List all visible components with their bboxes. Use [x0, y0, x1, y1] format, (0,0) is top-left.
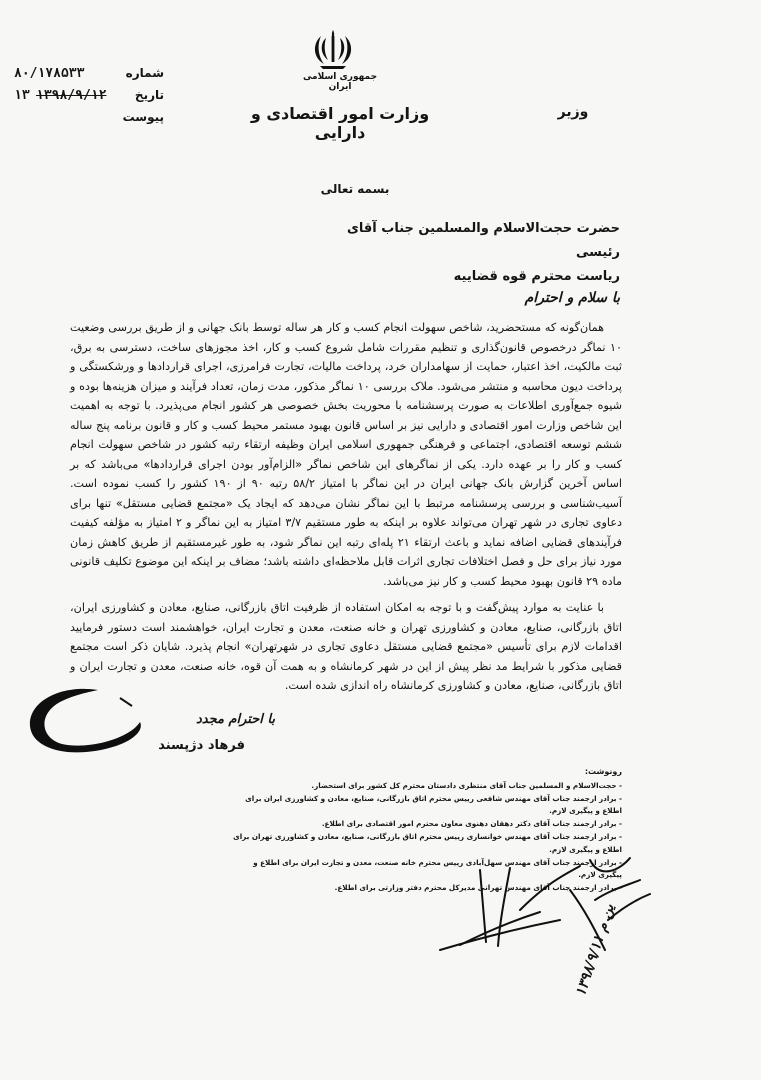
iran-emblem-icon: [312, 26, 354, 74]
letter-body: [70, 318, 622, 703]
addressee-line2: ریاست محترم قوه قضاییه: [453, 269, 620, 284]
attachment-label: پیوست: [122, 110, 164, 124]
salutation: با سلام و احترام: [524, 290, 620, 306]
closing: با احترام مجدد: [195, 712, 275, 727]
copies-title: رونوشت:: [584, 767, 622, 776]
addressee-line1: حضرت حجت‌الاسلام والمسلمین جناب آقای رئیسی: [346, 221, 620, 260]
copy-item: - حجت‌الاسلام و المسلمین جناب آقای منتظری دادستان محترم کل کشور برای استحضار.: [311, 780, 622, 790]
number-value: ۸۰/۱۷۸۵۳۳: [14, 65, 85, 81]
number-label: شماره: [125, 66, 164, 80]
recipient-role: وزیر: [557, 104, 589, 120]
copy-item: - برادر ارجمند جناب آقای مهندس سهل‌آبادی رییس محترم خانه صنعت، معدن و تجارت ایران برای اطلاع و پیگیری لازم.: [253, 857, 622, 880]
date-label: تاریخ: [134, 88, 164, 102]
addressee: [330, 217, 620, 289]
letter-meta: [14, 64, 164, 130]
copy-item: - برادر ارجمند جناب آقای مهندس خوانساری رییس محترم اتاق بازرگانی، صنایع، معادن و کشاورزی تهران برای اطلاع و پیگیری لازم.: [233, 831, 622, 854]
country-name: جمهوری اسلامی ایران: [302, 72, 378, 92]
date-note: ۱۳: [14, 87, 30, 103]
copy-item: - برادر ارجمند جناب آقای مهندس تهرانی مدیرکل محترم دفتر وزارتی برای اطلاع.: [334, 883, 622, 893]
signer-name: فرهاد دژپسند: [158, 738, 245, 753]
attachment-row: [14, 108, 164, 126]
handwritten-date-note: ین م ۱۳۹۸/۹/۱۱: [572, 902, 618, 999]
signature-icon: [20, 684, 150, 764]
copy-item: - برادر ارجمند جناب آقای مهندس شافعی رییس محترم اتاق بازرگانی، صنایع، معادن و کشاورزی ایران برای اطلاع و پیگیری لازم.: [245, 793, 622, 816]
date-row: [14, 86, 164, 104]
number-row: [14, 64, 164, 82]
ministry-name: وزارت امور اقتصادی و دارایی: [250, 104, 430, 142]
date-value: ۱۳۹۸/۹/۱۲: [36, 87, 107, 103]
body-paragraph-2: با عنایت به موارد پیش‌گفت و با توجه به امکان استفاده از ظرفیت اتاق بازرگانی، صنایع، معادن و کشاورزی ایران، اتاق بازرگانی، صنایع، معادن و کشاورزی تهران و خانه صنعت، معدن و تجارت ایران، خواهشمند است دستور فرمایید اقدامات لازم برای تأسیس «مجتمع قضایی مستقل دعاوی تجاری در شهرتهران» انجام پذیرد. شایان ذکر است مجتمع قضایی مذکور با شرایط مد نظر پیش از این در شهر کرمانشاه و به همت آن قوه، خانه صنعت، معدن و تجارت ایران و اتاق بازرگانی، صنایع، معادن و کشاورزی کرمانشاه راه اندازی شده است.: [70, 601, 622, 692]
bismillah: بسمه تعالی: [320, 182, 390, 196]
body-paragraph-1: همان‌گونه که مستحضرید، شاخص سهولت انجام کسب و کار هر ساله توسط بانک جهانی و از طریق بررسی وضعیت ۱۰ نماگر درخصوص قانون‌گذاری و تنظیم مقررات شامل شروع کسب و کار، اخذ مجوزهای ساخت، دسترسی به برق، ثبت مالکیت، اخذ اعتبار، حمایت از سهامداران خرد، پرداخت مالیات، تجارت فرامرزی، اجرای قراردادها و ورشکستگی و پرداخت دیون محاسبه و منتشر می‌شود. ملاک بررسی ۱۰ نماگر مذکور، مدت زمان، تعداد فرآیند و میزان هزینه‌ها بوده و شیوه جمع‌آوری اطلاعات به صورت پرسشنامه با محوریت بخش خصوصی هر کشور انجام می‌پذیرد. با توجه به اهمیت این شاخص وزارت امور اقتصادی و دارایی نیز بر اساس قانون بهبود مستمر محیط کسب و کار و قانون برنامه پنج ساله ششم توسعه اقتصادی، اجتماعی و فرهنگی جمهوری اسلامی ایران وظیفه ارتقاء رتبه کشور در شاخص سهولت انجام کسب و کار را بر عهده دارد. یکی از نماگرهای این شاخص نماگر «الزام‌آور بودن اجرای قراردادها» می‌باشد که بر اساس آخرین گزارش بانک جهانی ایران در این نماگر با امتیاز ۵۸/۲ رتبه ۹۰ از ۱۹۰ کشور را کسب نموده است. آسیب‌شناسی و بررسی پرسشنامه مرتبط با این نماگر نشان می‌دهد که ایجاد یک «مجتمع قضایی مستقل» تنها برای دعاوی تجاری در شهر تهران می‌تواند علاوه بر اینکه به طور مستقیم ۳/۷ امتیاز به این نماگر و ۲ امتیاز به مؤلفه کیفیت فرآیندهای قضایی اضافه نماید و باعث ارتقاء ۲۱ پله‌ای رتبه این نماگر شود، به طور غیرمستقیم از طریق کاهش زمان مورد نیاز برای حل و فصل اختلافات تجاری اثرات قابل ملاحظه‌ای داشته باشد؛ مضاف بر اینکه این موضوع تکلیف قانونی ماده ۲۹ قانون بهبود محیط کسب و کار نیز می‌باشد.: [70, 321, 623, 588]
copy-item: - برادر ارجمند جناب آقای دکتر دهقان دهنوی معاون محترم امور اقتصادی برای اطلاع.: [321, 819, 622, 829]
